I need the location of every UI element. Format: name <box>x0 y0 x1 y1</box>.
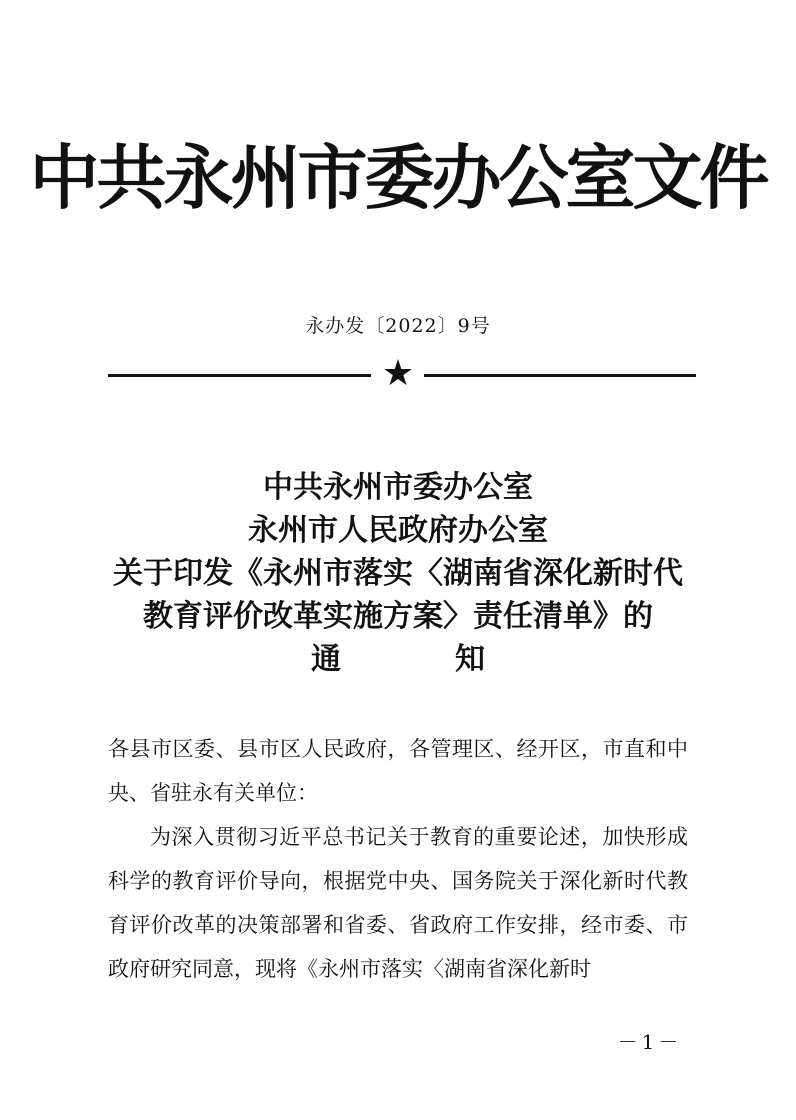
document-title <box>0 466 796 681</box>
document-masthead: 中共永州市委办公室文件 <box>29 137 767 219</box>
title-issuer-1: 中共永州市委办公室 <box>263 470 533 505</box>
page-number: －1－ <box>617 1030 683 1054</box>
document-number: 永办发〔2022〕9号 <box>305 315 491 337</box>
separator-line-left <box>108 374 371 377</box>
body-paragraph: 为深入贯彻习近平总书记关于教育的重要论述，加快形成科学的教育评价导向，根据党中央、国务院关于深化新时代教育评价改革的决策部署和省委、省政府工作安排，经市委、市政府研究同意，现将《永州市落实〈湖南省深化新时 <box>108 825 688 981</box>
separator-line-right <box>424 374 696 377</box>
addressee: 各县市区委、县市区人民政府，各管理区、经开区，市直和中央、省驻永有关单位： <box>108 737 688 805</box>
title-issuer-2: 永州市人民政府办公室 <box>248 513 548 548</box>
title-subject-line-2: 教育评价改革实施方案〉责任清单》的 <box>143 599 653 634</box>
red-line-separator <box>108 353 696 394</box>
title-subject-line-1: 关于印发《永州市落实〈湖南省深化新时代 <box>113 556 683 591</box>
star-icon: ★ <box>381 353 415 394</box>
title-notice: 通 知 <box>311 642 527 677</box>
document-body <box>108 727 688 991</box>
